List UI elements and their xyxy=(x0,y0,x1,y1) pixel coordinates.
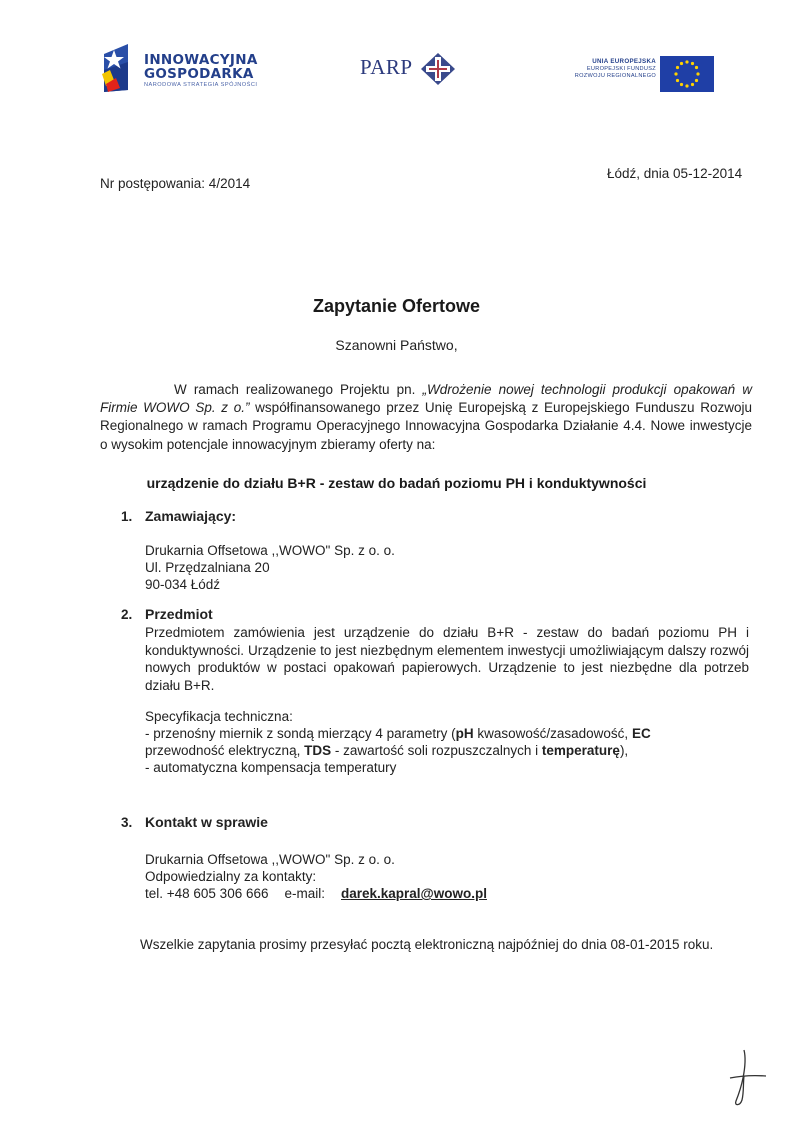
ig-line1: INNOWACYJNA xyxy=(144,52,258,68)
technical-specification xyxy=(145,708,765,776)
signature-mark xyxy=(722,1046,772,1110)
spec-temperature: temperaturę xyxy=(541,743,620,758)
address-line: Ul. Przędzalniana 20 xyxy=(145,560,270,575)
section1-heading: Zamawiający: xyxy=(145,508,237,524)
intro-part2: współfinansowanego przez Unię Europejską z Europejskiego Funduszu Rozwoju Regionalnego w ramach Programu Operacyjnego Innowacyjna Gospodarka Działanie 4.4. Nowe inwestycje o wysokim potencjale innowacyjnym zbieramy oferty na: xyxy=(100,400,753,452)
eu-line3: ROZWOJU REGIONALNEGO xyxy=(574,73,656,79)
ig-line3: NARODOWA STRATEGIA SPÓJNOŚCI xyxy=(144,82,258,88)
document-title: Zapytanie Ofertowe xyxy=(312,296,481,316)
spec-ec: EC xyxy=(631,726,651,741)
spec-text: kwasowość/zasadowość, xyxy=(473,726,632,741)
ig-emblem-icon xyxy=(100,40,136,94)
eu-flag-icon xyxy=(660,56,714,92)
reference-number: Nr postępowania: 4/2014 xyxy=(100,176,251,191)
parp-logo xyxy=(356,52,460,86)
spec-heading: Specyfikacja techniczna: xyxy=(145,709,293,724)
spec-line xyxy=(145,742,765,759)
section3-number: 3. xyxy=(121,815,133,830)
email-label: e-mail: xyxy=(284,886,325,901)
spec-line xyxy=(145,725,765,742)
orderer-address xyxy=(145,542,395,593)
intro-part1: W ramach realizowanego Projektu pn. xyxy=(174,382,423,397)
eu-line1: UNIA EUROPEJSKA xyxy=(592,58,656,65)
innowacyjna-gospodarka-logo xyxy=(100,40,270,96)
contact-phone: tel. +48 605 306 666 xyxy=(145,886,269,901)
section2-number: 2. xyxy=(121,607,133,622)
eu-line2: EUROPEJSKI FUNDUSZ xyxy=(586,65,656,72)
parp-emblem-icon xyxy=(420,52,456,86)
greeting: Szanowni Państwo, xyxy=(335,337,458,353)
document-date: Łódź, dnia 05-12-2014 xyxy=(607,166,743,181)
spec-text: - zawartość soli rozpuszczalnych i xyxy=(331,743,542,758)
ig-line2: GOSPODARKA xyxy=(144,66,254,82)
project-name: „Wdrożenie nowej technologii produkcji opakowań w Firmie WOWO Sp. z o.” xyxy=(100,382,752,416)
spec-text: - przenośny miernik z sondą mierzący 4 parametry ( xyxy=(145,726,456,741)
section3-heading: Kontakt w sprawie xyxy=(145,814,268,830)
spec-text: przewodność elektryczną, xyxy=(145,743,305,758)
section1-number: 1. xyxy=(121,509,133,524)
subject-paragraph: Przedmiotem zamówienia jest urządzenie do działu B+R - zestaw do badań poziomu PH i konduktywności. Urządzenie to jest niezbędnym elementem inwestycji umożliwiającym dalszy rozwój nowych produktów w postaci opakowań papierowych. Urządzenie to jest niezbędne dla potrzeb działu B+R. xyxy=(145,625,749,693)
email-link[interactable]: darek.kapral@wowo.pl xyxy=(341,886,487,901)
intro-paragraph xyxy=(100,381,752,454)
contact-company: Drukarnia Offsetowa ,,WOWO" Sp. z o. o. xyxy=(145,852,395,867)
address-line: 90-034 Łódź xyxy=(145,577,221,592)
eu-text xyxy=(575,58,656,81)
section2-heading: Przedmiot xyxy=(145,606,213,622)
spec-text: ), xyxy=(619,743,629,758)
address-line: Drukarnia Offsetowa ,,WOWO" Sp. z o. o. xyxy=(145,543,395,558)
contact-block xyxy=(145,851,487,902)
eu-logo xyxy=(560,54,720,94)
parp-text: PARP xyxy=(360,55,413,79)
contact-responsible: Odpowiedzialny za kontakty: xyxy=(145,869,317,884)
spec-tds: TDS xyxy=(304,743,332,758)
spec-ph: pH xyxy=(455,726,474,741)
spec-line: - automatyczna kompensacja temperatury xyxy=(145,760,397,775)
closing-paragraph: Wszelkie zapytania prosimy przesyłać pocztą elektroniczną najpóźniej do dnia 08-01-2015 roku. xyxy=(140,937,714,952)
contact-line xyxy=(145,885,487,902)
subject-line: urządzenie do działu B+R - zestaw do badań poziomu PH i konduktywności xyxy=(146,475,647,491)
